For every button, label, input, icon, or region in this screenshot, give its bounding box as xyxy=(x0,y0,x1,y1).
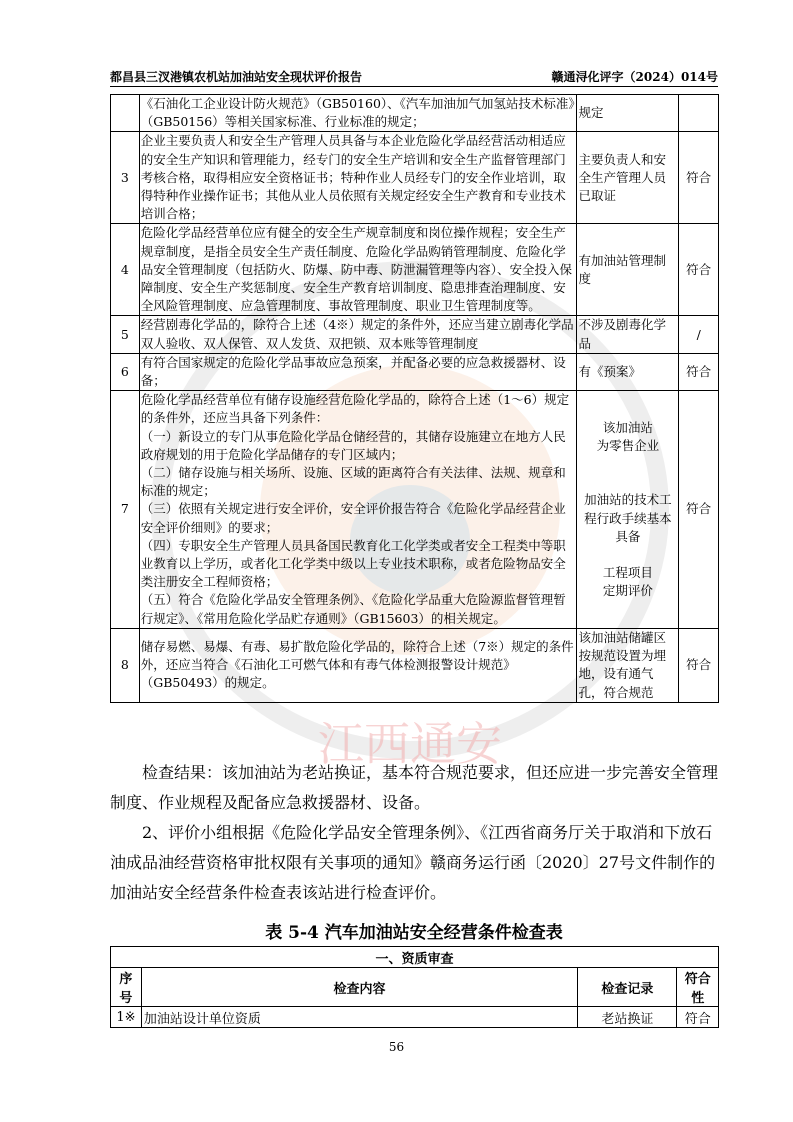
row-content: 有符合国家规定的危险化学品事故应急预案，并配备必要的应急救援器材、设备； xyxy=(139,353,577,390)
row-no: 6 xyxy=(111,353,140,390)
row-result xyxy=(679,95,719,132)
table-row xyxy=(111,95,719,132)
row-record: 主要负责人和安全生产管理人员已取证 xyxy=(577,132,679,224)
page-header xyxy=(110,68,718,87)
header-report-title: 都昌县三汊港镇农机站加油站安全现状评价报告 xyxy=(110,70,363,84)
table-row xyxy=(111,224,719,316)
row-result: 符合 xyxy=(679,353,719,390)
row-record: 有加油站管理制度 xyxy=(577,224,679,316)
row-record: 老站换证 xyxy=(578,1007,677,1028)
row-content: 《石油化工企业设计防火规范》（GB50160）、《汽车加油加气加氢站技术标准》（GB50156）等相关国家标准、行业标准的规定； xyxy=(139,95,577,132)
row-content: 危险化学品经营单位有储存设施经营危险化学品的，除符合上述（1～6）规定的条件外，还应当具备下列条件： （一）新设立的专门从事危险化学品仓储经营的，其储存设施建立在地方人民政府规划的用于危险化学品储存的专门区域内； （二）储存设施与相关场所、设施、区域的距离符合有关法律、法规、规章和标准的规定； （三）依照有关规定进行安全评价，安全评价报告符合《危险化学品经营企业安全评价细则》的要求； （四）专职安全生产管理人员具备国民教育化工化学类或者安全工程类中等职业教育以上学历，或者化工化学类中级以上专业技术职称，或者危险物品安全类注册安全工程师资格； （五）符合《危险化学品安全管理条例》、《危险化学品重大危险源监督管理暂行规定》、《常用危险化学品贮存通则》（GB15603）的相关规定。 xyxy=(139,391,577,629)
row-record: 不涉及剧毒化学品 xyxy=(577,316,679,353)
table-row xyxy=(111,132,719,224)
section-qualification-review: 一、资质审查 xyxy=(111,947,719,968)
row-no: 7 xyxy=(111,391,140,629)
table-row xyxy=(111,353,719,390)
row-result: 符合 xyxy=(679,628,719,702)
row-no: 4 xyxy=(111,224,140,316)
table-row xyxy=(111,391,719,629)
header-no: 序号 xyxy=(111,968,142,1007)
table-row xyxy=(111,1007,719,1028)
row-content: 企业主要负责人和安全生产管理人员具备与本企业危险化学品经营活动相适应的安全生产知识和管理能力，经专门的安全生产培训和安全生产监督管理部门考核合格，取得相应安全资格证书；特种作业人员经专门的安全作业培训，取得特种作业操作证书；其他从业人员依照有关规定经安全生产教育和专业技术培训合格； xyxy=(139,132,577,224)
watermark-text: 江西通安 xyxy=(318,717,502,771)
row-no xyxy=(111,95,140,132)
row-record: 该加油站储罐区按规范设置为埋地，设有通气孔，符合规范 xyxy=(577,628,679,702)
gas-station-checklist-table xyxy=(110,946,719,1028)
row-record: 该加油站 为零售企业 加油站的技术工程行政手续基本具备 工程项目 定期评价 xyxy=(577,391,679,629)
header-content: 检查内容 xyxy=(141,968,577,1007)
row-content: 经营剧毒化学品的，除符合上述（4※）规定的条件外，还应当建立剧毒化学品双人验收、双人保管、双人发货、双把锁、双本账等管理制度 xyxy=(139,316,577,353)
row-result: 符合 xyxy=(679,132,719,224)
row-result: 符合 xyxy=(677,1007,719,1028)
row-no: 1※ xyxy=(111,1007,142,1028)
table-row xyxy=(111,628,719,702)
row-no: 8 xyxy=(111,628,140,702)
header-record: 检查记录 xyxy=(578,968,677,1007)
header-result: 符合性 xyxy=(677,968,719,1007)
row-content: 加油站设计单位资质 xyxy=(141,1007,577,1028)
table-row xyxy=(111,316,719,353)
table-5-4-title: 表 5-4 汽车加油站安全经营条件检查表 xyxy=(265,923,563,943)
page-number: 56 xyxy=(388,1040,405,1054)
row-no: 3 xyxy=(111,132,140,224)
row-no: 5 xyxy=(111,316,140,353)
row-content: 危险化学品经营单位应有健全的安全生产规章制度和岗位操作规程；安全生产规章制度，是指全员安全生产责任制度、危险化学品购销管理制度、危险化学品安全管理制度（包括防火、防爆、防中毒、防泄漏管理等内容）、安全投入保障制度、安全生产奖惩制度、安全生产教育培训制度、隐患排查治理制度、安全风险管理制度、应急管理制度、事故管理制度、职业卫生管理制度等。 xyxy=(139,224,577,316)
row-result: 符合 xyxy=(679,391,719,629)
header-report-number: 赣通浔化评字（2024）014号 xyxy=(551,70,718,84)
row-result: / xyxy=(679,316,719,353)
inspection-result-paragraph: 检查结果：该加油站为老站换证，基本符合规范要求，但还应进一步完善安全管理制度、作业规程及配备应急救援器材、设备。 xyxy=(110,763,719,812)
row-record: 有《预案》 xyxy=(577,353,679,390)
row-content: 储存易燃、易爆、有毒、易扩散危险化学品的，除符合上述（7※）规定的条件外，还应当符合《石油化工可燃气体和有毒气体检测报警设计规范》（GB50493）的规定。 xyxy=(139,628,577,702)
evaluation-paragraph: 2、评价小组根据《危险化学品安全管理条例》、《江西省商务厅关于取消和下放石油成品油经营资格审批权限有关事项的通知》赣商务运行函〔2020〕27号文件制作的加油站安全经营条件检查表该站进行检查评价。 xyxy=(110,823,716,902)
row-result: 符合 xyxy=(679,224,719,316)
row-record: 规定 xyxy=(577,95,679,132)
checklist-table-continued xyxy=(110,94,719,703)
